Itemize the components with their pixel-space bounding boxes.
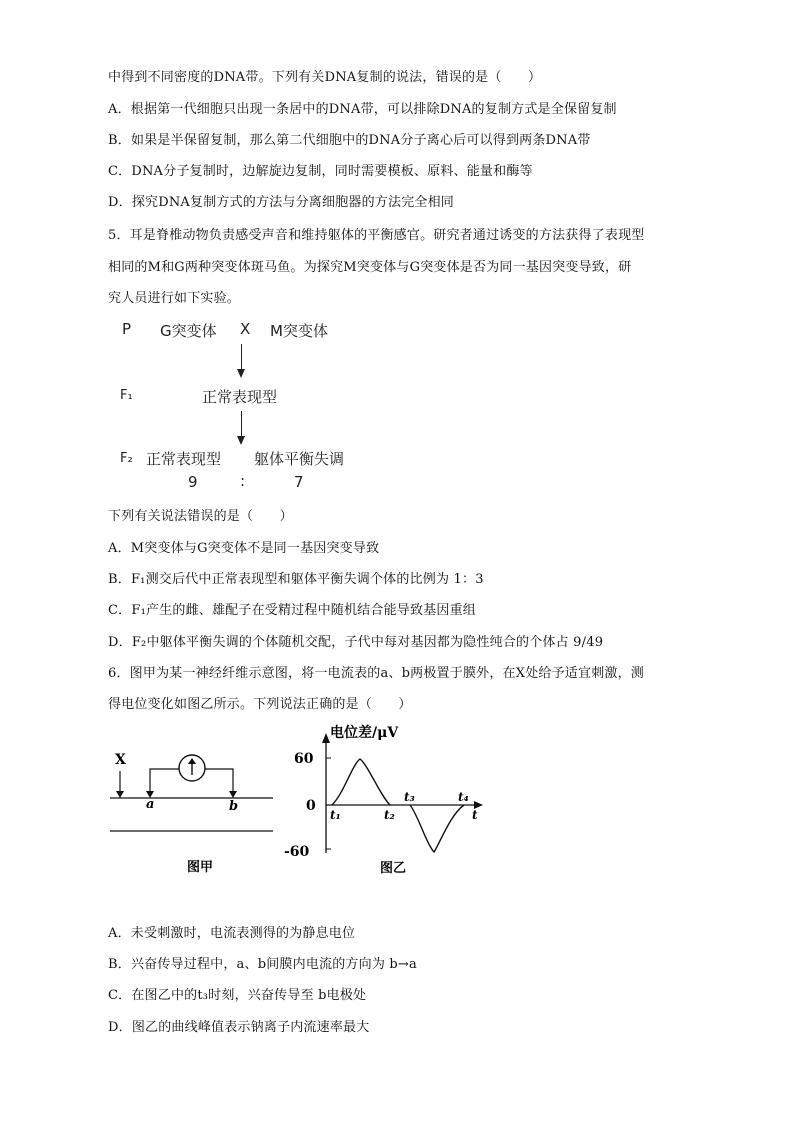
option-b: B．F₁测交后代中正常表现型和躯体平衡失调个体的比例为 1：3 — [108, 572, 484, 587]
y-tick-60: 60 — [294, 751, 314, 767]
option-b: B．兴奋传导过程中，a、b间膜内电流的方向为 b→a — [108, 957, 417, 972]
option-c: C．在图乙中的t₃时刻，兴奋传导至 b电极处 — [108, 988, 367, 1003]
y-tick-0: 0 — [306, 798, 316, 814]
option-a: A．M突变体与G突变体不是同一基因突变导致 — [108, 541, 380, 556]
negative-peak-curve — [410, 805, 464, 852]
option-a: A．根据第一代细胞只出现一条居中的DNA带，可以排除DNA的复制方式是全保留复制 — [108, 102, 617, 117]
ratio-abnormal: 7 — [294, 473, 304, 491]
t3-label: t₃ — [404, 790, 415, 804]
f2-normal-phenotype: 正常表现型 — [146, 450, 222, 468]
ratio-colon: : — [240, 472, 246, 490]
genetic-cross-diagram — [112, 318, 372, 498]
p-label: P — [122, 320, 132, 338]
t4-label: t₄ — [458, 790, 469, 804]
g-mutant-label: G突变体 — [160, 322, 217, 340]
f1-label: F₁ — [120, 388, 133, 403]
t2-label: t₂ — [384, 808, 395, 822]
figure-a-nerve-fiber — [105, 735, 285, 885]
figure-b-potential-graph — [280, 715, 490, 885]
t1-label: t₁ — [330, 808, 341, 822]
f2-label: F₂ — [120, 451, 133, 466]
text-line: 中得到不同密度的DNA带。下列有关DNA复制的说法，错误的是（ ） — [108, 70, 542, 85]
electrode-b-label: b — [229, 799, 239, 814]
y-axis-title: 电位差/μV — [330, 725, 399, 741]
cross-symbol: X — [240, 320, 251, 338]
option-a: A．未受刺激时，电流表测得的为静息电位 — [108, 926, 356, 941]
question-stem: 究人员进行如下实验。 — [108, 291, 241, 306]
figure-a-caption: 图甲 — [187, 860, 214, 875]
positive-peak-curve — [332, 759, 390, 805]
f1-phenotype: 正常表现型 — [202, 388, 278, 406]
question-stem: 5．耳是脊椎动物负责感受声音和维持躯体的平衡感官。研究者通过诱变的方法获得了表现型 — [108, 228, 645, 243]
down-arrow-icon — [241, 411, 242, 443]
question-stem: 6．图甲为某一神经纤维示意图，将一电流表的a、b两极置于膜外，在X处给予适宜刺激，测 — [108, 666, 644, 681]
question-prompt: 下列有关说法错误的是（ ） — [108, 509, 293, 524]
f2-balance-disorder: 躯体平衡失调 — [254, 450, 345, 468]
ratio-normal: 9 — [188, 473, 198, 491]
option-d: D．F₂中躯体平衡失调的个体随机交配，子代中每对基因都为隐性纯合的个体占 9/49 — [108, 635, 604, 650]
m-mutant-label: M突变体 — [270, 322, 328, 340]
option-c: C．DNA分子复制时，边解旋边复制，同时需要模板、原料、能量和酶等 — [108, 164, 533, 179]
question-stem: 相同的M和G两种突变体斑马鱼。为探究M突变体与G突变体是否为同一基因突变导致，研 — [108, 260, 632, 275]
down-arrow-icon — [241, 344, 242, 376]
option-b: B．如果是半保留复制，那么第二代细胞中的DNA分子离心后可以得到两条DNA带 — [108, 133, 591, 148]
figure-b-caption: 图乙 — [380, 861, 407, 876]
option-c: C．F₁产生的雌、雄配子在受精过程中随机结合能导致基因重组 — [108, 603, 476, 618]
y-tick-minus-60: -60 — [284, 844, 310, 860]
t-axis-label: t — [472, 808, 478, 822]
option-d: D．图乙的曲线峰值表示钠离子内流速率最大 — [108, 1020, 370, 1035]
option-d: D．探究DNA复制方式的方法与分离细胞器的方法完全相同 — [108, 195, 455, 210]
question-stem: 得电位变化如图乙所示。下列说法正确的是（ ） — [108, 697, 412, 712]
stimulus-x-label: X — [115, 752, 126, 768]
electrode-a-label: a — [146, 797, 155, 812]
